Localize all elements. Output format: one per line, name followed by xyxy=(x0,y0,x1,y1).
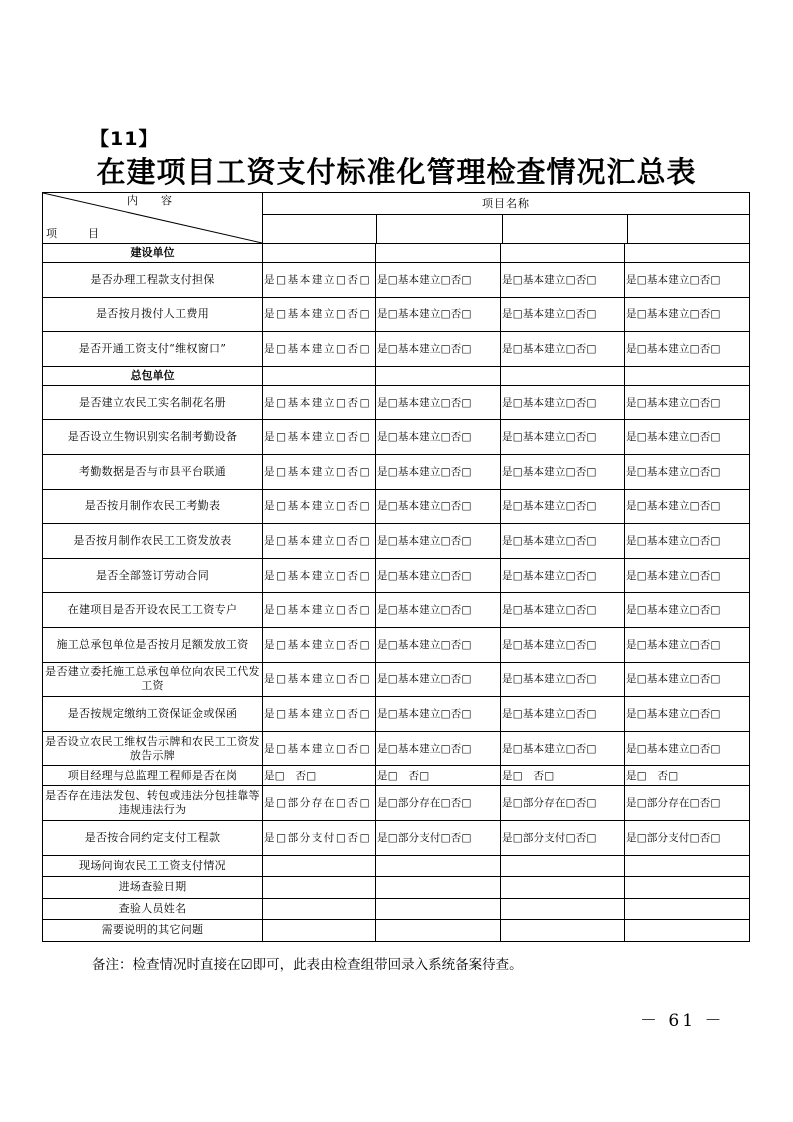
row-label: 是否按规定缴纳工资保证金或保函 xyxy=(43,697,263,732)
table-row xyxy=(43,731,750,766)
check-options-cell[interactable]: 是□基本建立□否□ xyxy=(263,558,376,593)
check-options-cell[interactable]: 是□部分支付□否□ xyxy=(376,820,501,855)
row-label: 是否建立农民工实名制花名册 xyxy=(43,385,263,420)
project-name-slot-1[interactable] xyxy=(263,215,377,243)
check-options-cell[interactable]: 是□基本建立□否□ xyxy=(625,697,750,732)
blank-cell[interactable] xyxy=(625,855,750,877)
blank-cell[interactable] xyxy=(625,877,750,899)
page-title: 在建项目工资支付标准化管理检查情况汇总表 xyxy=(96,155,697,189)
check-options-cell[interactable]: 是□ 否□ xyxy=(376,766,501,786)
check-options-cell[interactable]: 是□基本建立□否□ xyxy=(625,332,750,367)
row-label: 进场查验日期 xyxy=(43,877,263,899)
table-row xyxy=(43,263,750,298)
section-label: 总包单位 xyxy=(43,366,263,385)
table-row xyxy=(43,489,750,524)
check-options-cell[interactable]: 是□基本建立□否□ xyxy=(501,489,625,524)
table-row xyxy=(43,385,750,420)
check-options-cell[interactable]: 是□基本建立□否□ xyxy=(625,662,750,697)
table-row xyxy=(43,766,750,786)
table-row xyxy=(43,332,750,367)
blank-cell[interactable] xyxy=(501,855,625,877)
project-name-slot-2[interactable] xyxy=(377,215,503,243)
table-row xyxy=(43,786,750,821)
row-label: 是否办理工程款支付担保 xyxy=(43,263,263,298)
check-options-cell[interactable]: 是□基本建立□否□ xyxy=(263,297,376,332)
blank-cell[interactable] xyxy=(376,855,501,877)
blank-cell[interactable] xyxy=(263,855,376,877)
check-options-cell[interactable]: 是□基本建立□否□ xyxy=(376,524,501,559)
section-label: 建设单位 xyxy=(43,244,263,263)
project-name-header xyxy=(263,193,750,244)
check-options-cell[interactable]: 是□基本建立□否□ xyxy=(501,697,625,732)
section-empty-cell xyxy=(501,244,625,263)
check-options-cell[interactable]: 是□基本建立□否□ xyxy=(625,263,750,298)
check-options-cell[interactable]: 是□部分支付□否□ xyxy=(501,820,625,855)
row-label: 项目经理与总监理工程师是否在岗 xyxy=(43,766,263,786)
check-options-cell[interactable]: 是□基本建立□否□ xyxy=(625,297,750,332)
check-options-cell[interactable]: 是□部分存在□否□ xyxy=(625,786,750,821)
check-options-cell[interactable]: 是□ 否□ xyxy=(263,766,376,786)
check-options-cell[interactable]: 是□基本建立□否□ xyxy=(263,454,376,489)
table-row xyxy=(43,297,750,332)
check-options-cell[interactable]: 是□基本建立□否□ xyxy=(625,524,750,559)
check-options-cell[interactable]: 是□基本建立□否□ xyxy=(376,489,501,524)
section-row xyxy=(43,366,750,385)
page-number: － 61 － xyxy=(640,1011,725,1031)
blank-cell[interactable] xyxy=(376,877,501,899)
check-options-cell[interactable]: 是□基本建立□否□ xyxy=(376,420,501,455)
check-options-cell[interactable]: 是□基本建立□否□ xyxy=(501,524,625,559)
check-options-cell[interactable]: 是□基本建立□否□ xyxy=(501,263,625,298)
table-row xyxy=(43,662,750,697)
table-row xyxy=(43,898,750,920)
row-label: 是否设立农民工维权告示牌和农民工工资发放告示牌 xyxy=(43,731,263,766)
header-content-label: 内 容 xyxy=(127,194,178,207)
check-options-cell[interactable]: 是□基本建立□否□ xyxy=(263,662,376,697)
check-options-cell[interactable]: 是□基本建立□否□ xyxy=(376,697,501,732)
blank-cell[interactable] xyxy=(263,877,376,899)
section-empty-cell xyxy=(376,366,501,385)
section-empty-cell xyxy=(625,366,750,385)
check-options-cell[interactable]: 是□基本建立□否□ xyxy=(376,385,501,420)
check-options-cell[interactable]: 是□基本建立□否□ xyxy=(501,297,625,332)
check-options-cell[interactable]: 是□基本建立□否□ xyxy=(625,420,750,455)
check-options-cell[interactable]: 是□基本建立□否□ xyxy=(376,731,501,766)
check-options-cell[interactable]: 是□基本建立□否□ xyxy=(263,385,376,420)
check-options-cell[interactable]: 是□基本建立□否□ xyxy=(501,385,625,420)
check-options-cell[interactable]: 是□部分存在□否□ xyxy=(263,786,376,821)
check-options-cell[interactable]: 是□基本建立□否□ xyxy=(501,627,625,662)
check-options-cell[interactable]: 是□基本建立□否□ xyxy=(501,593,625,628)
check-options-cell[interactable]: 是□基本建立□否□ xyxy=(263,420,376,455)
row-label: 是否按合同约定支付工程款 xyxy=(43,820,263,855)
blank-cell[interactable] xyxy=(625,898,750,920)
check-options-cell[interactable]: 是□基本建立□否□ xyxy=(625,454,750,489)
row-label: 需要说明的其它问题 xyxy=(43,920,263,942)
row-label: 查验人员姓名 xyxy=(43,898,263,920)
blank-cell[interactable] xyxy=(501,898,625,920)
check-options-cell[interactable]: 是□基本建立□否□ xyxy=(501,420,625,455)
row-label: 是否按月拨付人工费用 xyxy=(43,297,263,332)
check-options-cell[interactable]: 是□基本建立□否□ xyxy=(501,558,625,593)
check-options-cell[interactable]: 是□基本建立□否□ xyxy=(625,385,750,420)
check-options-cell[interactable]: 是□基本建立□否□ xyxy=(376,263,501,298)
check-options-cell[interactable]: 是□基本建立□否□ xyxy=(376,593,501,628)
check-options-cell[interactable]: 是□基本建立□否□ xyxy=(263,627,376,662)
section-empty-cell xyxy=(625,244,750,263)
check-options-cell[interactable]: 是□基本建立□否□ xyxy=(501,454,625,489)
row-label: 是否开通工资支付“维权窗口” xyxy=(43,332,263,367)
section-empty-cell xyxy=(501,366,625,385)
blank-cell[interactable] xyxy=(263,898,376,920)
section-row xyxy=(43,244,750,263)
table-row xyxy=(43,920,750,942)
check-options-cell[interactable]: 是□基本建立□否□ xyxy=(501,332,625,367)
check-options-cell[interactable]: 是□基本建立□否□ xyxy=(625,627,750,662)
row-label: 在建项目是否开设农民工工资专户 xyxy=(43,593,263,628)
check-options-cell[interactable]: 是□部分存在□否□ xyxy=(376,786,501,821)
table-row xyxy=(43,593,750,628)
table-row xyxy=(43,558,750,593)
section-empty-cell xyxy=(263,366,376,385)
check-options-cell[interactable]: 是□基本建立□否□ xyxy=(376,332,501,367)
check-options-cell[interactable]: 是□基本建立□否□ xyxy=(263,697,376,732)
check-options-cell[interactable]: 是□基本建立□否□ xyxy=(625,731,750,766)
check-options-cell[interactable]: 是□基本建立□否□ xyxy=(625,593,750,628)
check-options-cell[interactable]: 是□基本建立□否□ xyxy=(263,731,376,766)
blank-cell[interactable] xyxy=(376,898,501,920)
table-row xyxy=(43,855,750,877)
section-empty-cell xyxy=(376,244,501,263)
row-label: 是否存在违法发包、转包或违法分包挂靠等违规违法行为 xyxy=(43,786,263,821)
check-options-cell[interactable]: 是□基本建立□否□ xyxy=(376,297,501,332)
table-row xyxy=(43,627,750,662)
check-options-cell[interactable]: 是□ 否□ xyxy=(625,766,750,786)
check-options-cell[interactable]: 是□部分支付□否□ xyxy=(625,820,750,855)
check-options-cell[interactable]: 是□基本建立□否□ xyxy=(376,627,501,662)
row-label: 是否按月制作农民工考勤表 xyxy=(43,489,263,524)
check-options-cell[interactable]: 是□基本建立□否□ xyxy=(263,332,376,367)
check-options-cell[interactable]: 是□基本建立□否□ xyxy=(263,263,376,298)
table-row xyxy=(43,697,750,732)
table-row xyxy=(43,820,750,855)
header-row xyxy=(43,193,750,244)
check-options-cell[interactable]: 是□基本建立□否□ xyxy=(376,558,501,593)
check-options-cell[interactable]: 是□基本建立□否□ xyxy=(376,454,501,489)
project-name-slot-3[interactable] xyxy=(503,215,628,243)
check-options-cell[interactable]: 是□基本建立□否□ xyxy=(625,489,750,524)
section-empty-cell xyxy=(263,244,376,263)
check-options-cell[interactable]: 是□ 否□ xyxy=(501,766,625,786)
row-label: 是否设立生物识别实名制考勤设备 xyxy=(43,420,263,455)
row-label: 施工总承包单位是否按月足额发放工资 xyxy=(43,627,263,662)
form-number-badge: 【11】 xyxy=(90,128,159,150)
table-row xyxy=(43,524,750,559)
header-item-label: 项 目 xyxy=(46,227,109,240)
blank-cell[interactable] xyxy=(625,920,750,942)
table-row xyxy=(43,877,750,899)
inspection-summary-table xyxy=(42,192,750,942)
row-label: 现场问询农民工工资支付情况 xyxy=(43,855,263,877)
blank-cell[interactable] xyxy=(501,877,625,899)
row-label: 是否全部签订劳动合同 xyxy=(43,558,263,593)
project-name-slot-4[interactable] xyxy=(628,215,749,243)
check-options-cell[interactable]: 是□基本建立□否□ xyxy=(625,558,750,593)
blank-cell[interactable] xyxy=(501,920,625,942)
check-options-cell[interactable]: 是□基本建立□否□ xyxy=(501,731,625,766)
row-label: 是否按月制作农民工工资发放表 xyxy=(43,524,263,559)
footnote: 备注：检查情况时直接在☑即可，此表由检查组带回录入系统备案待查。 xyxy=(92,957,523,973)
check-options-cell[interactable]: 是□部分存在□否□ xyxy=(501,786,625,821)
diagonal-header-cell xyxy=(43,193,263,244)
row-label: 考勤数据是否与市县平台联通 xyxy=(43,454,263,489)
check-options-cell[interactable]: 是□基本建立□否□ xyxy=(376,662,501,697)
table-row xyxy=(43,420,750,455)
check-options-cell[interactable]: 是□基本建立□否□ xyxy=(263,489,376,524)
row-label: 是否建立委托施工总承包单位向农民工代发工资 xyxy=(43,662,263,697)
check-options-cell[interactable]: 是□基本建立□否□ xyxy=(501,662,625,697)
check-options-cell[interactable]: 是□基本建立□否□ xyxy=(263,524,376,559)
blank-cell[interactable] xyxy=(376,920,501,942)
blank-cell[interactable] xyxy=(263,920,376,942)
check-options-cell[interactable]: 是□部分支付□否□ xyxy=(263,820,376,855)
project-name-slots xyxy=(263,215,749,243)
project-name-label: 项目名称 xyxy=(263,193,749,215)
table-row xyxy=(43,454,750,489)
check-options-cell[interactable]: 是□基本建立□否□ xyxy=(263,593,376,628)
